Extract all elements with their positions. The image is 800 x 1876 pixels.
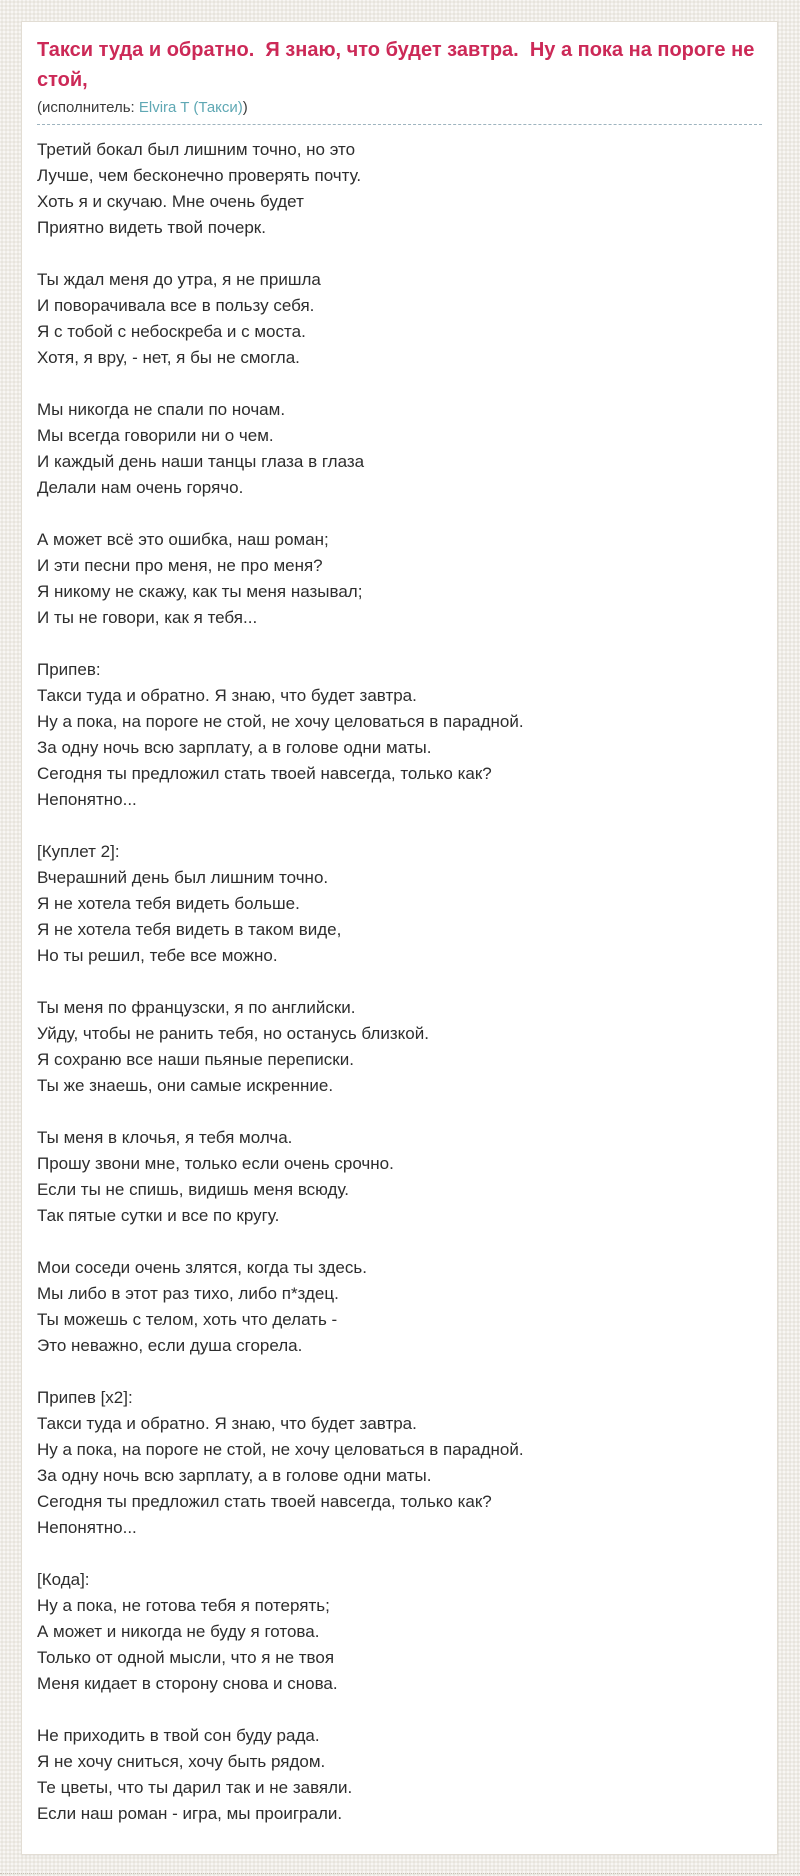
lyrics-paragraph: [Кода]: Ну а пока, не готова тебя я потерять; А может и никогда не буду я готова. Только от одной мысли, что я не твоя Меня кидает в сторону снова и снова. [37, 1570, 338, 1693]
lyrics [37, 137, 762, 1827]
lyrics-paragraph: Припев: Такси туда и обратно. Я знаю, что будет завтра. Ну а пока, на пороге не стой, не хочу целоваться в парадной. За одну ночь всю зарплату, а в голове одни маты. Сегодня ты предложил стать твоей навсегда, только как? Непонятно... [37, 660, 524, 809]
page-title: Такси туда и обратно. Я знаю, что будет завтра. Ну а пока на пороге не стой, [37, 39, 755, 91]
dotted-separator [37, 124, 762, 125]
lyrics-paragraph: [Куплет 2]: Вчерашний день был лишним точно. Я не хотела тебя видеть больше. Я не хотела тебя видеть в таком виде, Но ты решил, тебе все можно. [37, 842, 342, 965]
lyrics-panel [21, 21, 778, 1855]
page-bottom-edge [0, 1873, 800, 1874]
artist-line [37, 98, 762, 117]
lyrics-paragraph: Третий бокал был лишним точно, но это Лучше, чем бесконечно проверять почту. Хоть я и скучаю. Мне очень будет Приятно видеть твой почерк. [37, 140, 362, 237]
artist-link[interactable]: Elvira T (Такси) [138, 99, 243, 116]
lyrics-paragraph: Ты меня по французски, я по английски. Уйду, чтобы не ранить тебя, но останусь близкой. Я сохраню все наши пьяные переписки. Ты же знаешь, они самые искренние. [37, 998, 429, 1095]
lyrics-paragraph: Ты меня в клочья, я тебя молча. Прошу звони мне, только если очень срочно. Если ты не спишь, видишь меня всюду. Так пятые сутки и все по кругу. [37, 1128, 394, 1225]
lyrics-paragraph: Припев [x2]: Такси туда и обратно. Я знаю, что будет завтра. Ну а пока, на пороге не стой, не хочу целоваться в парадной. За одну ночь всю зарплату, а в голове одни маты. Сегодня ты предложил стать твоей навсегда, только как? Непонятно... [37, 1388, 524, 1537]
lyrics-paragraph: А может всё это ошибка, наш роман; И эти песни про меня, не про меня? Я никому не скажу, как ты меня называл; И ты не говори, как я тебя... [37, 530, 363, 627]
artist-label: (исполнитель: [37, 99, 139, 116]
lyrics-paragraph: Мои соседи очень злятся, когда ты здесь. Мы либо в этот раз тихо, либо п*здец. Ты можешь с телом, хоть что делать - Это неважно, если душа сгорела. [37, 1258, 367, 1355]
lyrics-paragraph: Не приходить в твой сон буду рада. Я не хочу сниться, хочу быть рядом. Те цветы, что ты дарил так и не завяли. Если наш роман - игра, мы проиграли. [37, 1726, 353, 1823]
artist-label-close-paren: ) [242, 99, 248, 116]
lyrics-paragraph: Мы никогда не спали по ночам. Мы всегда говорили ни о чем. И каждый день наши танцы глаза в глаза Делали нам очень горячо. [37, 400, 365, 497]
lyrics-paragraph: Ты ждал меня до утра, я не пришла И поворачивала все в пользу себя. Я с тобой с небоскреба и с моста. Хотя, я вру, - нет, я бы не смогла. [37, 270, 321, 367]
